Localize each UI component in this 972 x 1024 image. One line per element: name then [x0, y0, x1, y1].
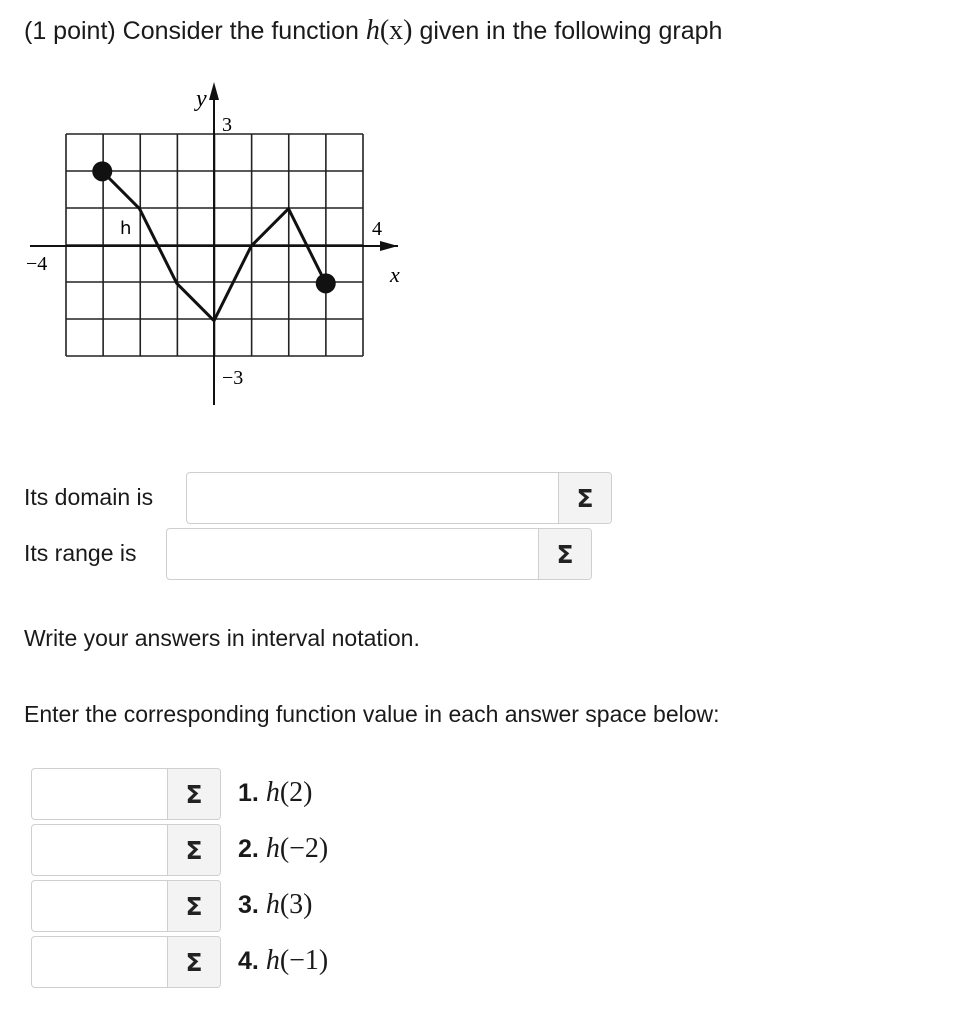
item-3-argument: (3) [279, 889, 313, 920]
interval-notation-instruction: Write your answers in interval notation. [24, 625, 420, 651]
item-1-answer-box [31, 768, 221, 820]
range-input[interactable] [167, 529, 538, 579]
item-3-number: 3. [238, 891, 259, 919]
item-1-number: 1. [238, 779, 259, 807]
question-suffix: given in the following graph [412, 17, 723, 45]
item-2-label [238, 833, 328, 865]
item-4-function: h [265, 945, 280, 976]
x-axis-arrow [380, 241, 398, 251]
tick-label-top: 3 [222, 114, 232, 136]
item-4-number: 4. [238, 947, 259, 975]
range-label: Its range is [24, 540, 137, 566]
item-1-input[interactable] [32, 769, 167, 819]
y-axis-arrow [209, 82, 219, 100]
tick-label-bottom: −3 [222, 367, 244, 389]
item-3-equation-editor-button[interactable]: Σ [167, 881, 220, 931]
item-1-function: h [265, 777, 280, 808]
function-graph [0, 0, 440, 420]
tick-label-right: 4 [372, 218, 382, 240]
item-2-argument: (−2) [279, 833, 329, 864]
function-name: h [365, 15, 380, 46]
item-2-function: h [265, 833, 280, 864]
domain-equation-editor-button[interactable]: Σ [558, 473, 611, 523]
item-2-number: 2. [238, 835, 259, 863]
closed-endpoint [316, 273, 336, 293]
y-axis-letter: y [196, 86, 207, 112]
item-4-argument: (−1) [279, 945, 329, 976]
domain-answer-box [186, 472, 612, 524]
question-prefix: (1 point) Consider the function [24, 17, 366, 45]
item-4-input[interactable] [32, 937, 167, 987]
item-2-equation-editor-button[interactable]: Σ [167, 825, 220, 875]
item-3-input[interactable] [32, 881, 167, 931]
item-2-answer-box [31, 824, 221, 876]
item-3-label [238, 889, 312, 921]
x-axis-letter: x [390, 262, 400, 287]
domain-label: Its domain is [24, 484, 154, 510]
curve-label: h [120, 218, 132, 239]
item-2-input[interactable] [32, 825, 167, 875]
range-answer-box [166, 528, 592, 580]
item-4-answer-box [31, 936, 221, 988]
function-arg: (x) [379, 15, 413, 46]
item-1-argument: (2) [279, 777, 313, 808]
item-1-equation-editor-button[interactable]: Σ [167, 769, 220, 819]
item-4-equation-editor-button[interactable]: Σ [167, 937, 220, 987]
item-1-label [238, 777, 312, 809]
closed-endpoint [92, 161, 112, 181]
range-equation-editor-button[interactable]: Σ [538, 529, 591, 579]
domain-input[interactable] [187, 473, 558, 523]
function-value-instruction: Enter the corresponding function value in each answer space below: [24, 701, 720, 727]
tick-label-left: −4 [26, 253, 48, 275]
item-3-answer-box [31, 880, 221, 932]
item-4-label [238, 945, 328, 977]
item-3-function: h [265, 889, 280, 920]
